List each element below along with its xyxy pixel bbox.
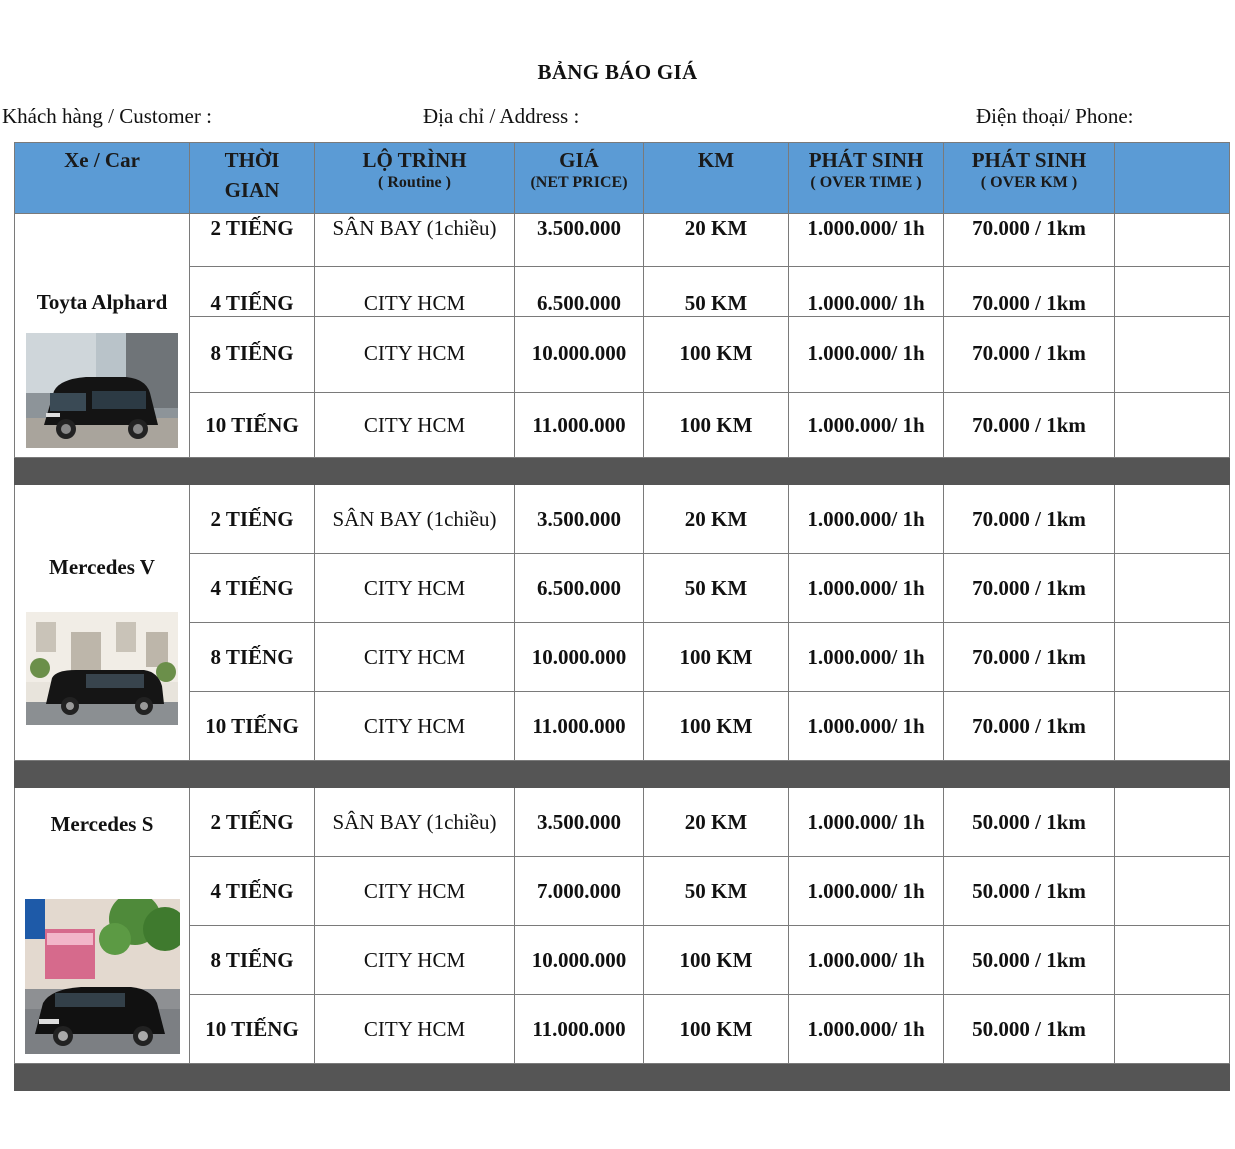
over-km-cell: 50.000 / 1km [944, 857, 1115, 926]
over-time-cell: 1.000.000/ 1h [789, 926, 944, 995]
time-cell: 2 TIẾNG [190, 788, 315, 857]
route-cell: CITY HCM [315, 393, 515, 458]
price-cell: 3.500.000 [515, 214, 644, 267]
header-price-sub: (NET PRICE) [530, 174, 628, 191]
price-cell: 3.500.000 [515, 788, 644, 857]
over-time-cell: 1.000.000/ 1h [789, 267, 944, 317]
time-cell: 2 TIẾNG [190, 214, 315, 267]
header-over-time-label: PHÁT SINH [808, 148, 924, 172]
over-km-cell: 70.000 / 1km [944, 214, 1115, 267]
car-name: Mercedes V [49, 555, 155, 579]
separator-row [15, 761, 1230, 788]
route-cell: CITY HCM [315, 623, 515, 692]
header-time [190, 143, 315, 214]
over-km-cell: 70.000 / 1km [944, 623, 1115, 692]
time-cell: 8 TIẾNG [190, 623, 315, 692]
time-cell: 2 TIẾNG [190, 485, 315, 554]
car-cell-mercedes-s [15, 788, 190, 1064]
over-km-cell: 70.000 / 1km [944, 692, 1115, 761]
time-cell: 10 TIẾNG [190, 393, 315, 458]
price-cell: 10.000.000 [515, 623, 644, 692]
table-row [15, 995, 1230, 1064]
car-name: Toyta Alphard [36, 290, 168, 314]
header-price-label: GIÁ [559, 148, 599, 172]
km-cell: 20 KM [644, 214, 789, 267]
empty-cell [1115, 623, 1230, 692]
header-over-time-sub: ( OVER TIME ) [810, 174, 922, 191]
price-cell: 10.000.000 [515, 317, 644, 393]
price-cell: 6.500.000 [515, 554, 644, 623]
time-cell: 8 TIẾNG [190, 926, 315, 995]
table-row [15, 692, 1230, 761]
price-cell: 11.000.000 [515, 995, 644, 1064]
km-cell: 50 KM [644, 554, 789, 623]
km-cell: 100 KM [644, 317, 789, 393]
km-cell: 100 KM [644, 393, 789, 458]
over-km-cell: 50.000 / 1km [944, 995, 1115, 1064]
over-time-cell: 1.000.000/ 1h [789, 393, 944, 458]
route-cell: SÂN BAY (1chiều) [315, 485, 515, 554]
km-cell: 100 KM [644, 692, 789, 761]
table-row [15, 214, 1230, 267]
header-time-line1: THỜI [224, 148, 280, 172]
over-time-cell: 1.000.000/ 1h [789, 857, 944, 926]
header-empty [1115, 143, 1230, 214]
over-km-cell: 50.000 / 1km [944, 788, 1115, 857]
header-km: KM [644, 143, 789, 214]
over-time-cell: 1.000.000/ 1h [789, 623, 944, 692]
time-cell: 4 TIẾNG [190, 554, 315, 623]
route-cell: CITY HCM [315, 554, 515, 623]
table-row [15, 485, 1230, 554]
route-cell: SÂN BAY (1chiều) [315, 214, 515, 267]
page-title: BẢNG BÁO GIÁ [537, 60, 698, 84]
empty-cell [1115, 857, 1230, 926]
table-row [15, 857, 1230, 926]
header-over-km-sub: ( OVER KM ) [980, 174, 1078, 191]
km-cell: 20 KM [644, 788, 789, 857]
header-over-time [789, 143, 944, 214]
empty-cell [1115, 692, 1230, 761]
time-cell: 4 TIẾNG [190, 267, 315, 317]
empty-cell [1115, 267, 1230, 317]
over-time-cell: 1.000.000/ 1h [789, 692, 944, 761]
car-cell-mercedes-v [15, 485, 190, 761]
route-cell: CITY HCM [315, 995, 515, 1064]
table-row [15, 623, 1230, 692]
route-cell: CITY HCM [315, 926, 515, 995]
time-cell: 8 TIẾNG [190, 317, 315, 393]
empty-cell [1115, 926, 1230, 995]
route-cell: CITY HCM [315, 267, 515, 317]
table-row [15, 926, 1230, 995]
empty-cell [1115, 788, 1230, 857]
customer-label: Khách hàng / Customer : [2, 104, 212, 128]
route-cell: CITY HCM [315, 857, 515, 926]
over-km-cell: 70.000 / 1km [944, 267, 1115, 317]
empty-cell [1115, 485, 1230, 554]
empty-cell [1115, 995, 1230, 1064]
over-time-cell: 1.000.000/ 1h [789, 214, 944, 267]
km-cell: 100 KM [644, 995, 789, 1064]
price-cell: 10.000.000 [515, 926, 644, 995]
over-km-cell: 70.000 / 1km [944, 485, 1115, 554]
table-row [15, 393, 1230, 458]
car-photo-mercedes-v [26, 612, 178, 725]
over-km-cell: 70.000 / 1km [944, 317, 1115, 393]
header-over-km [944, 143, 1115, 214]
table-row [15, 267, 1230, 317]
over-time-cell: 1.000.000/ 1h [789, 995, 944, 1064]
price-cell: 6.500.000 [515, 267, 644, 317]
over-time-cell: 1.000.000/ 1h [789, 485, 944, 554]
route-cell: CITY HCM [315, 317, 515, 393]
km-cell: 20 KM [644, 485, 789, 554]
time-cell: 10 TIẾNG [190, 995, 315, 1064]
header-route-sub: ( Routine ) [378, 174, 451, 191]
km-cell: 100 KM [644, 623, 789, 692]
header-time-line2: GIAN [224, 178, 280, 202]
phone-label: Điện thoại/ Phone: [976, 104, 1134, 128]
over-km-cell: 70.000 / 1km [944, 393, 1115, 458]
header-over-km-label: PHÁT SINH [971, 148, 1087, 172]
price-cell: 11.000.000 [515, 393, 644, 458]
car-name: Mercedes S [50, 812, 154, 836]
empty-cell [1115, 214, 1230, 267]
car-cell-alphard [15, 214, 190, 458]
km-cell: 50 KM [644, 857, 789, 926]
route-cell: CITY HCM [315, 692, 515, 761]
separator-row [15, 1064, 1230, 1091]
header-route-label: LỘ TRÌNH [362, 148, 467, 172]
header-car: Xe / Car [15, 143, 190, 214]
header-price [515, 143, 644, 214]
over-time-cell: 1.000.000/ 1h [789, 317, 944, 393]
table-row [15, 554, 1230, 623]
table-header-row [15, 143, 1230, 214]
over-time-cell: 1.000.000/ 1h [789, 788, 944, 857]
separator-row [15, 458, 1230, 485]
car-photo-alphard [26, 333, 178, 448]
over-time-cell: 1.000.000/ 1h [789, 554, 944, 623]
empty-cell [1115, 554, 1230, 623]
price-cell: 11.000.000 [515, 692, 644, 761]
km-cell: 100 KM [644, 926, 789, 995]
time-cell: 10 TIẾNG [190, 692, 315, 761]
car-photo-mercedes-s [25, 899, 180, 1054]
km-cell: 50 KM [644, 267, 789, 317]
route-cell: SÂN BAY (1chiều) [315, 788, 515, 857]
time-cell: 4 TIẾNG [190, 857, 315, 926]
table-row [15, 317, 1230, 393]
over-km-cell: 70.000 / 1km [944, 554, 1115, 623]
table-row [15, 788, 1230, 857]
over-km-cell: 50.000 / 1km [944, 926, 1115, 995]
price-cell: 3.500.000 [515, 485, 644, 554]
price-cell: 7.000.000 [515, 857, 644, 926]
price-table [14, 142, 1230, 1091]
empty-cell [1115, 393, 1230, 458]
address-label: Địa chỉ / Address : [423, 104, 580, 128]
header-route [315, 143, 515, 214]
empty-cell [1115, 317, 1230, 393]
